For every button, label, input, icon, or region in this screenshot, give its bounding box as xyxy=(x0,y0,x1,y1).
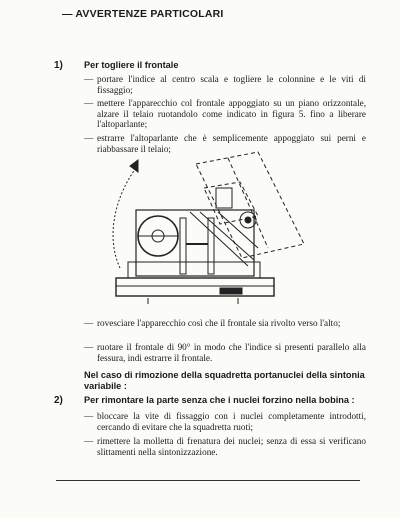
list-item xyxy=(84,318,366,329)
list-dash: — xyxy=(84,436,94,446)
chassis-figure xyxy=(108,148,318,316)
page-title: — AVVERTENZE PARTICOLARI xyxy=(62,8,224,20)
section-2-heading: Per rimontare la parte senza che i nuclei forzino nella bobina : xyxy=(84,395,355,405)
list-item-text: bloccare la vite di fissaggio con i nuclei completamente introdotti, cercando di evitare che la squadretta ruoti; xyxy=(97,411,366,432)
list-dash: — xyxy=(84,133,94,143)
list-item xyxy=(84,98,366,130)
list-dash: — xyxy=(84,74,94,84)
list-item-text: rimettere la molletta di frenatura dei nuclei; senza di essa si verificano slittamenti nella sintonizzazione. xyxy=(97,436,366,457)
list-dash: — xyxy=(84,411,94,421)
list-item xyxy=(84,342,366,363)
list-item xyxy=(84,436,366,457)
list-item-text: mettere l'apparecchio col frontale appoggiato su un piano orizzontale, alzare il telaio ruotandolo come indicato in figura 5. fino a liberare l'altoparlante; xyxy=(97,98,366,130)
section-1-number: 1) xyxy=(54,60,63,71)
bottom-rule xyxy=(56,480,360,481)
list-dash: — xyxy=(84,98,94,108)
section-1-heading: Per togliere il frontale xyxy=(84,60,179,70)
list-item xyxy=(84,74,366,95)
list-item-text: portare l'indice al centro scala e togliere le colonnine e le viti di fissaggio; xyxy=(97,74,366,95)
section-2-number: 2) xyxy=(54,395,63,406)
list-item-text: estrarre l'altoparlante che è semplicemente appoggiato sui perni e riabbassare il telaio; xyxy=(97,133,366,154)
list-item-text: rovesciare l'apparecchio così che il frontale sia rivolto verso l'alto; xyxy=(97,318,341,328)
list-item xyxy=(84,411,366,432)
list-dash: — xyxy=(84,342,94,352)
list-item-text: ruotare il frontale di 90° in modo che l'indice si presenti parallelo alla fessura, indi estrarre il frontale. xyxy=(97,342,366,363)
list-dash: — xyxy=(84,318,94,328)
note-heading: Nel caso di rimozione della squadretta portanuclei della sintonia variabile : xyxy=(84,370,365,391)
